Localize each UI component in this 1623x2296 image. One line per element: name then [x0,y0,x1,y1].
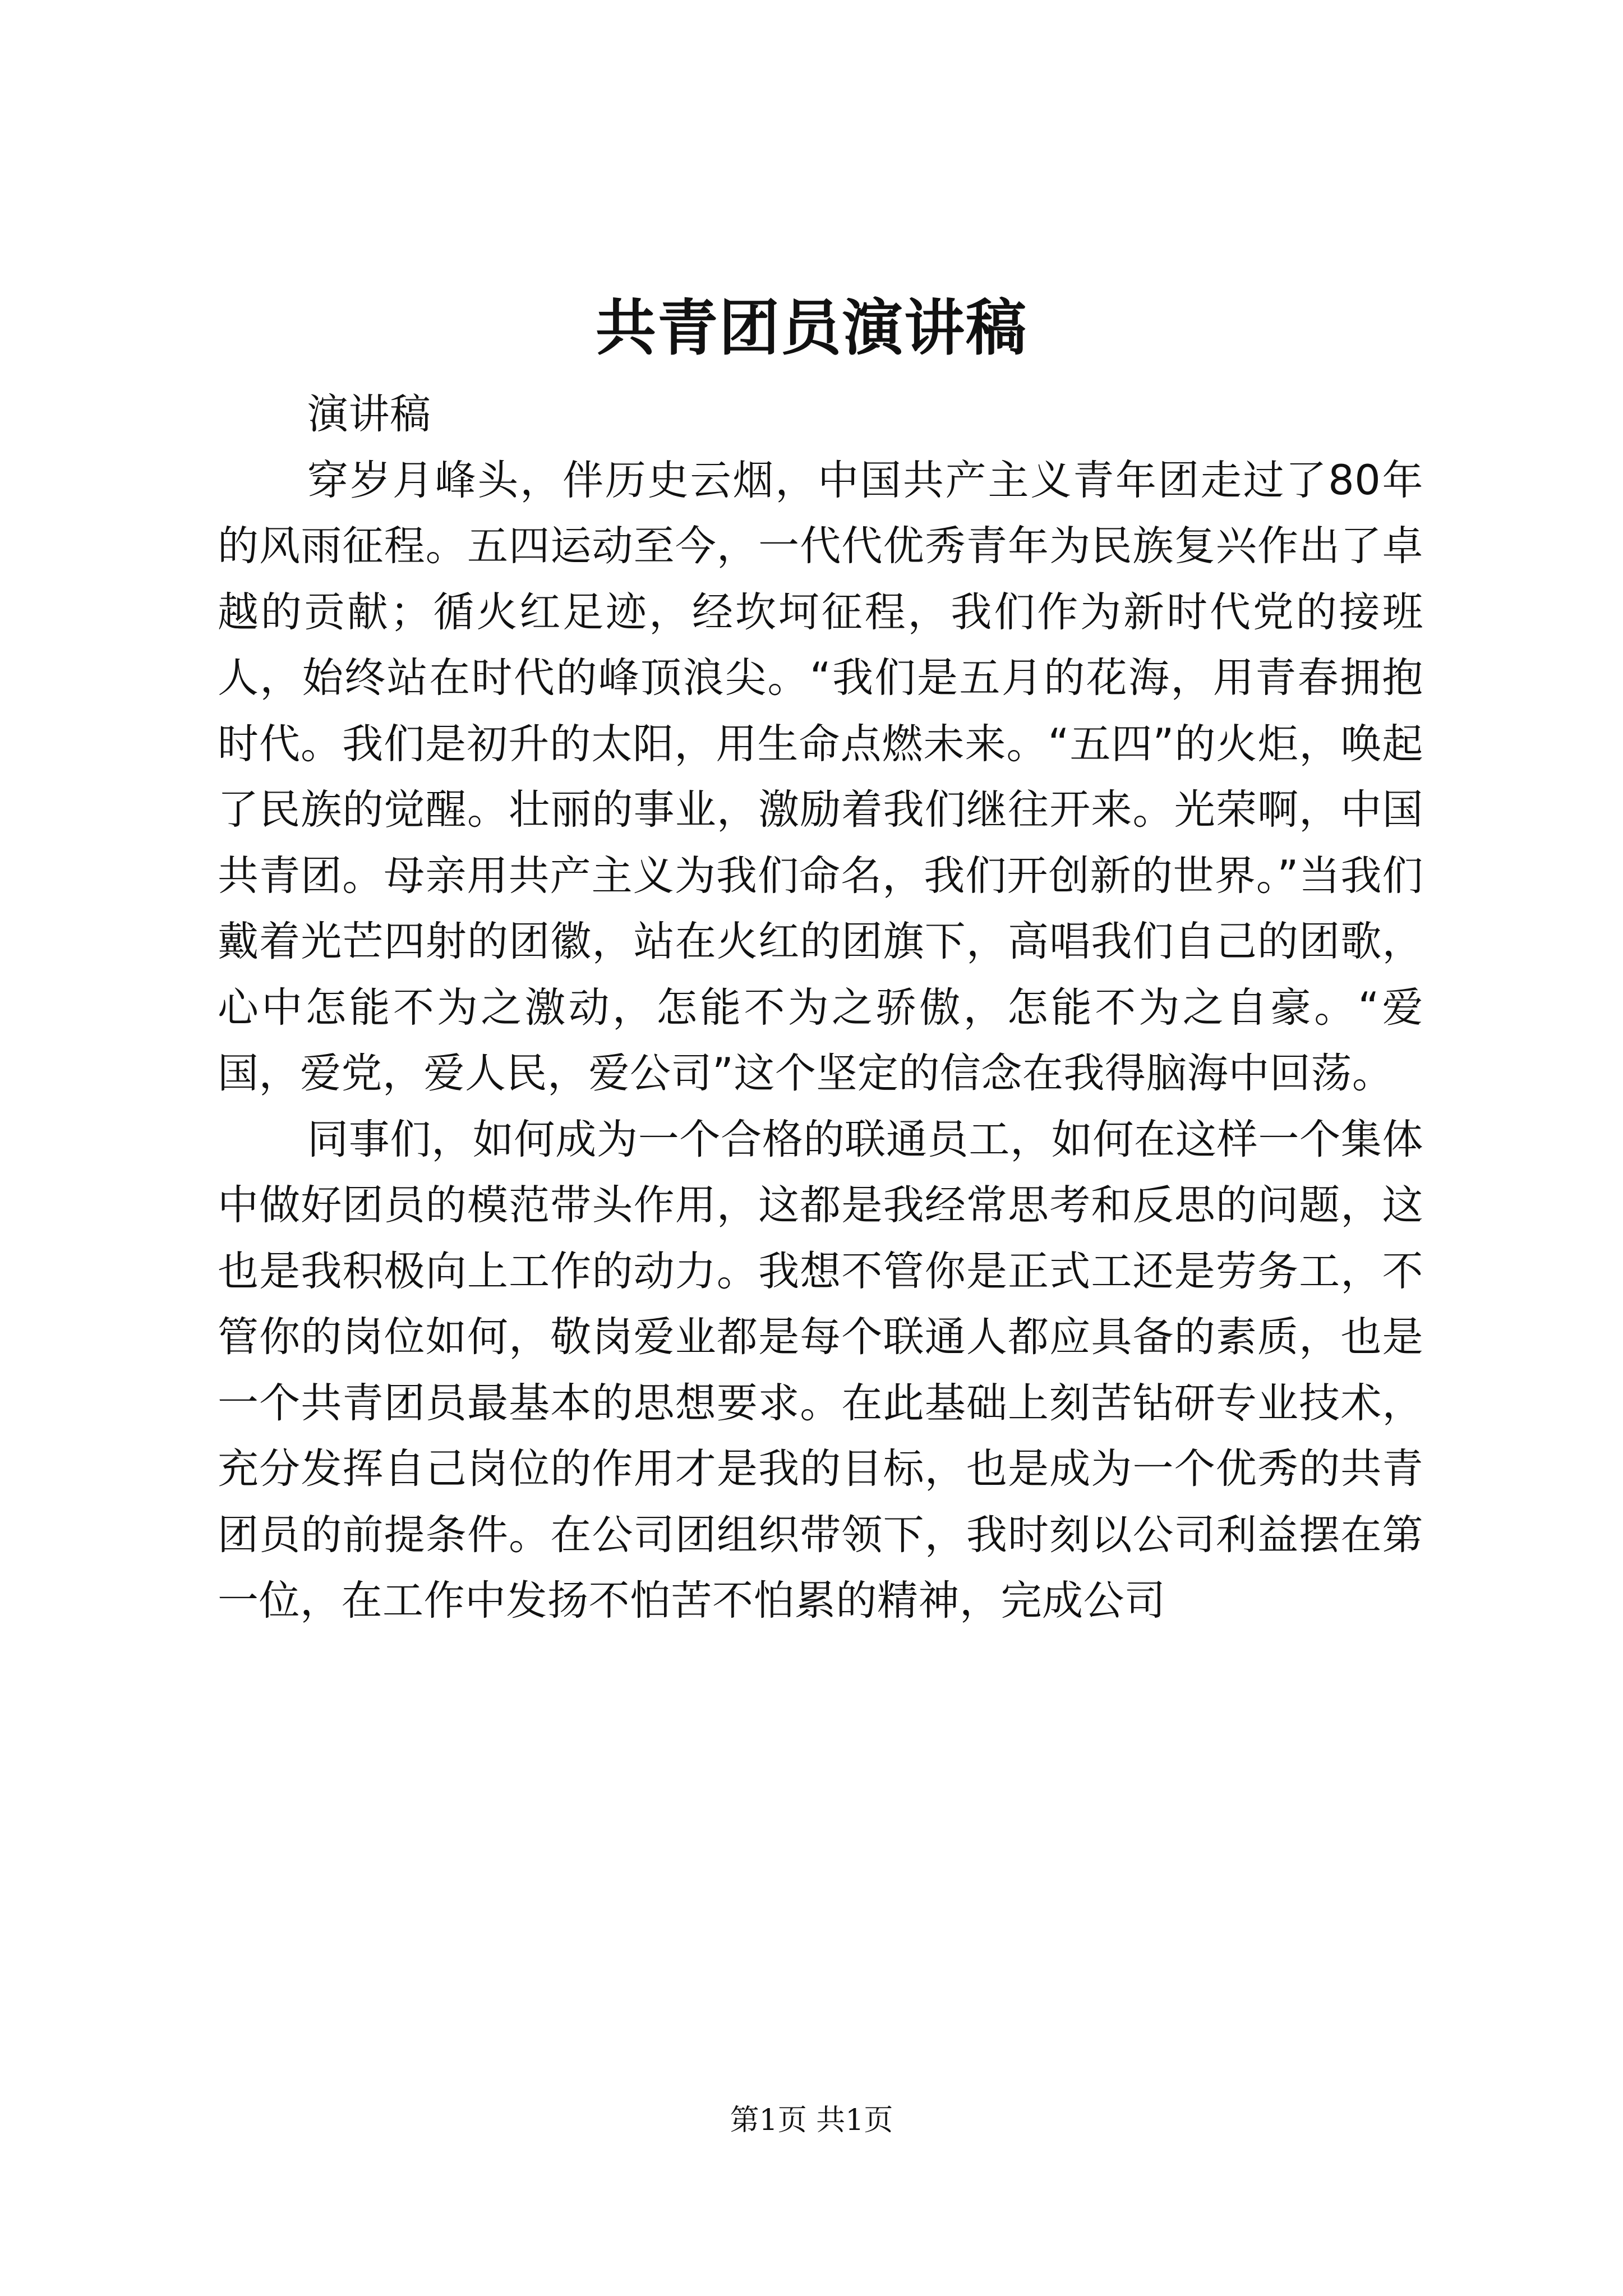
document-body [218,381,1423,1634]
page-footer: 第1页 共1页 [730,2104,893,2137]
paragraph-1: 穿岁月峰头，伴历史云烟，中国共产主义青年团走过了80年的风雨征程。五四运动至今，一代代优秀青年为民族复兴作出了卓越的贡献；循火红足迹，经坎坷征程，我们作为新时代党的接班人，始终站在时代的峰顶浪尖。“我们是五月的花海，用青春拥抱时代。我们是初升的太阳，用生命点燃未来。“五四”的火炬，唤起了民族的觉醒。壮丽的事业，激励着我们继往开来。光荣啊，中国共青团。母亲用共产主义为我们命名，我们开创新的世界。”当我们戴着光芒四射的团徽，站在火红的团旗下，高唱我们自己的团歌，心中怎能不为之激动，怎能不为之骄傲，怎能不为之自豪。“爱国，爱党，爱人民，爱公司”这个坚定的信念在我得脑海中回荡。 [218,456,1423,1097]
paragraph-2: 同事们，如何成为一个合格的联通员工，如何在这样一个集体中做好团员的模范带头作用，这都是我经常思考和反思的问题，这也是我积极向上工作的动力。我想不管你是正式工还是劳务工，不管你的岗位如何，敬岗爱业都是每个联通人都应具备的素质，也是一个共青团员最基本的思想要求。在此基础上刻苦钻研专业技术，充分发挥自己岗位的作用才是我的目标，也是成为一个优秀的共青团员的前提条件。在公司团组织带领下，我时刻以公司利益摆在第一位，在工作中发扬不怕苦不怕累的精神，完成公司 [218,1115,1423,1625]
document-title: 共青团员演讲稿 [595,293,1027,364]
paragraph-heading: 演讲稿 [307,390,431,438]
